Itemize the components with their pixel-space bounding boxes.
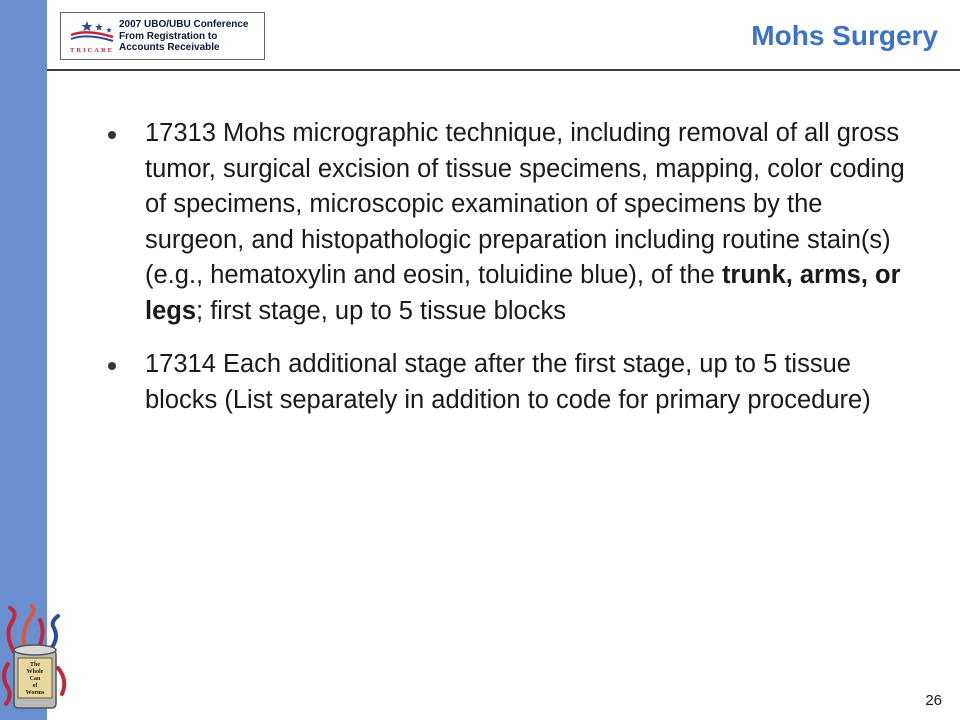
bullet-dot-icon	[108, 131, 116, 139]
bullet-dot-icon	[108, 362, 116, 370]
slide-title: Mohs Surgery	[751, 20, 938, 51]
bullet-list	[108, 116, 928, 418]
svg-text:of: of	[32, 683, 38, 689]
conference-banner	[60, 12, 265, 60]
bullet-item	[108, 347, 928, 418]
conference-line-2: From Registration to	[119, 30, 218, 42]
svg-text:The: The	[29, 662, 41, 668]
bullet-text: 17313 Mohs micrographic technique, including removal of all gross tumor, surgical excision of tissue specimens, mapping, color coding of specimens, microscopic examination of specimens by the surgeon, and histopathologic preparation including routine stain(s) (e.g., hematoxylin and eosin, toluidine blue), of the	[145, 119, 905, 289]
bullet-bold-text: trunk, arms, or legs	[145, 261, 901, 325]
svg-text:Whole: Whole	[26, 669, 44, 675]
header-divider	[47, 69, 960, 71]
svg-text:Can: Can	[29, 676, 41, 682]
svg-text:TRICARE: TRICARE	[70, 47, 114, 54]
conference-text	[119, 19, 264, 54]
conference-line-3: Accounts Receivable	[119, 42, 220, 53]
bullet-text: 17314 Each additional stage after the first stage, up to 5 tissue blocks (List separately in addition to code for primary procedure)	[145, 350, 871, 414]
bullet-item	[108, 116, 928, 329]
svg-text:Worms: Worms	[25, 690, 45, 696]
page-number: 26	[925, 692, 942, 709]
worm-can-mascot-icon	[2, 604, 72, 716]
tricare-logo-icon	[67, 19, 117, 55]
conference-line-1: 2007 UBO/UBU Conference	[119, 19, 249, 30]
bullet-text-end: ; first stage, up to 5 tissue blocks	[196, 296, 566, 325]
